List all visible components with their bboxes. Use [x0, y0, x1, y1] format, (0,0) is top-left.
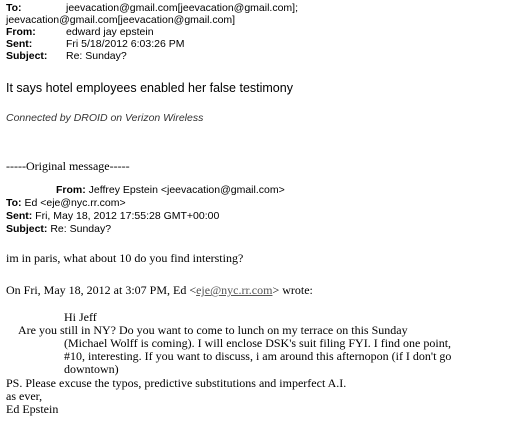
from-label: From: — [6, 26, 36, 38]
quoted-paragraph-line-3: #10, interesting. If you want to discuss, i am around this afternopon (if I don't go — [64, 349, 452, 363]
quoted-paragraph-line-4: downtown) — [64, 362, 119, 376]
quoted-sender-name: Ed Epstein — [6, 402, 59, 416]
quoted-greeting: Hi Jeff — [64, 310, 97, 324]
original-subject-label: Subject: — [6, 223, 48, 235]
quote-intro-email-link[interactable]: eje@nyc.rr.com — [196, 283, 273, 297]
reply-body: It says hotel employees enabled her false testimony — [6, 81, 293, 95]
original-from-label: From: — [56, 184, 86, 196]
reply-to-continued: jeevacation@gmail.com[jeevacation@gmail.com] — [6, 14, 236, 26]
original-message-marker: -----Original message----- — [6, 159, 130, 173]
reply-sent-row — [6, 38, 185, 50]
sent-label: Sent: — [6, 38, 33, 50]
original-subject-row — [6, 223, 111, 235]
quote-intro-post: > wrote: — [272, 283, 313, 297]
reply-to-row — [6, 2, 298, 14]
original-from-value: Jeffrey Epstein <jeevacation@gmail.com> — [88, 184, 285, 196]
original-sent-label: Sent: — [6, 210, 33, 222]
from-value: edward jay epstein — [66, 26, 154, 38]
original-body: im in paris, what about 10 do you find intersting? — [6, 251, 244, 265]
quoted-paragraph-line-2: (Michael Wolff is coming). I will enclose DSK's suit filing FYI. I find one point, — [64, 336, 452, 350]
original-to-label: To: — [6, 197, 22, 209]
quoted-ps: PS. Please excuse the typos, predictive substitutions and imperfect A.I. — [6, 376, 347, 390]
quote-intro-pre: On Fri, May 18, 2012 at 3:07 PM, Ed < — [6, 283, 197, 297]
original-to-value: Ed <eje@nyc.rr.com> — [24, 197, 126, 209]
reply-from-row — [6, 26, 154, 38]
mobile-signature: Connected by DROID on Verizon Wireless — [6, 112, 204, 124]
to-label: To: — [6, 2, 22, 14]
quote-intro — [6, 283, 313, 298]
original-sent-row — [6, 210, 219, 222]
reply-subject-row — [6, 50, 127, 62]
subject-label: Subject: — [6, 50, 48, 62]
subject-value: Re: Sunday? — [66, 50, 127, 62]
quoted-closing: as ever, — [6, 389, 43, 403]
quoted-paragraph-line-1: Are you still in NY? Do you want to come to lunch on my terrace on this Sunday — [18, 323, 408, 337]
sent-value: Fri 5/18/2012 6:03:26 PM — [66, 38, 185, 50]
to-value: jeevacation@gmail.com[jeevacation@gmail.com]; — [66, 2, 298, 14]
original-from-row — [56, 184, 285, 196]
original-subject-value: Re: Sunday? — [50, 223, 112, 235]
original-to-row — [6, 197, 126, 209]
original-sent-value: Fri, May 18, 2012 17:55:28 GMT+00:00 — [35, 210, 220, 222]
